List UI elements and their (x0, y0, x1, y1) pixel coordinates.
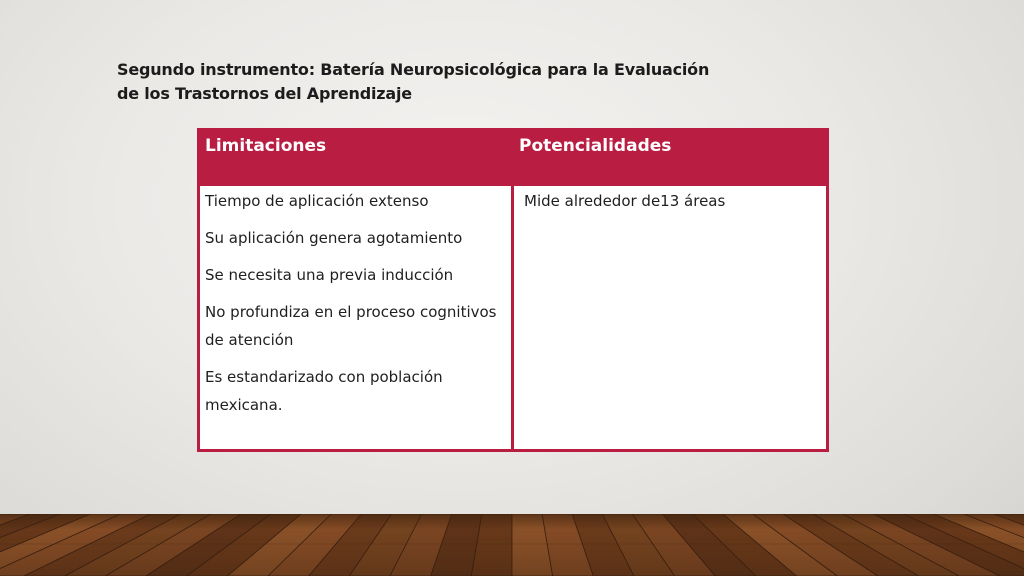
cell-potencialidades (514, 186, 826, 449)
floor-planks (0, 514, 1024, 576)
limitacion-item: Es estandarizado con población mexicana. (205, 368, 443, 414)
comparison-table (197, 128, 829, 452)
slide-title (117, 58, 757, 106)
wooden-floor (0, 514, 1024, 576)
potencialidad-item: Mide alrededor de13 áreas (524, 192, 726, 210)
header-potencialidades: Potencialidades (519, 136, 672, 156)
cell-limitaciones (200, 186, 511, 449)
limitacion-item: Tiempo de aplicación extenso (205, 192, 429, 210)
limitacion-item: Se necesita una previa inducción (205, 266, 454, 284)
slide-title-line-2: de los Trastornos del Aprendizaje (117, 84, 412, 103)
limitacion-item: Su aplicación genera agotamiento (205, 229, 463, 247)
limitacion-item: No profundiza en el proceso cognitivos de atención (205, 303, 497, 349)
slide-title-line-1: Segundo instrumento: Batería Neuropsicológica para la Evaluación (117, 60, 710, 79)
header-limitaciones: Limitaciones (205, 136, 327, 156)
